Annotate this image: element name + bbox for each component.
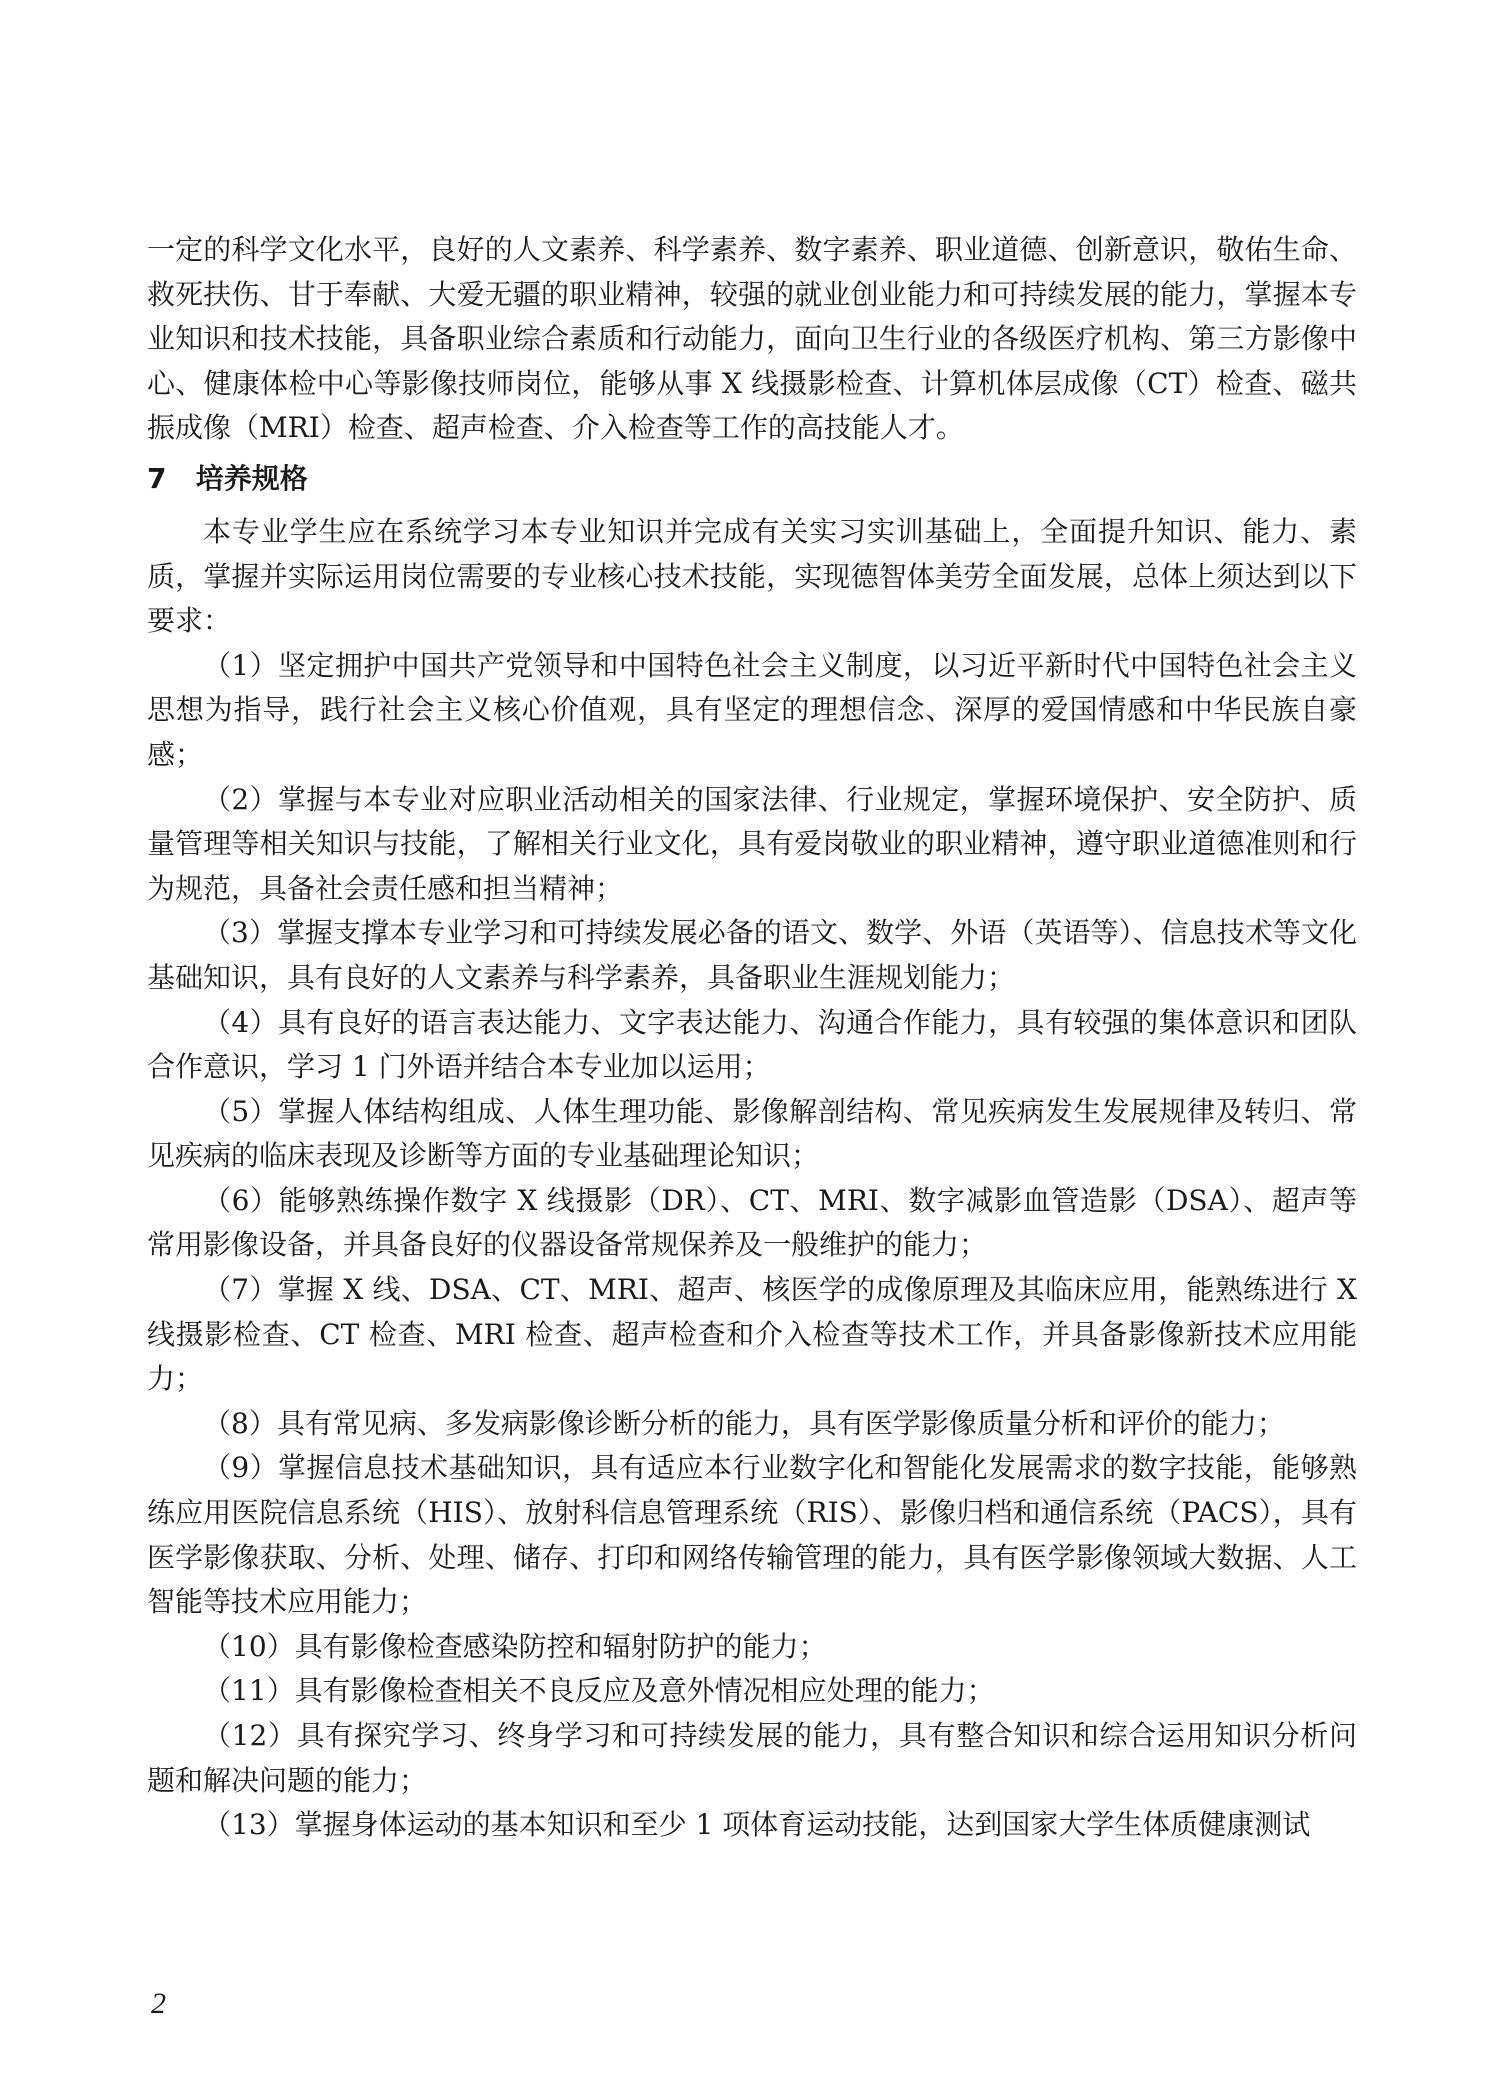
requirement-item-10: （10）具有影像检查感染防控和辐射防护的能力； — [203, 1629, 827, 1663]
requirement-item-2: （2）掌握与本专业对应职业活动相关的国家法律、行业规定，掌握环境保护、安全防护、质量管理等相关知识与技能，了解相关行业文化，具有爱岗敬业的职业精神，遵守职业道德准则和行为规范，具备社会责任感和担当精神； — [147, 782, 1357, 905]
requirement-item-6: （6）能够熟练操作数字 X 线摄影（DR）、CT、MRI、数字减影血管造影（DSA）、超声等常用影像设备，并具备良好的仪器设备常规保养及一般维护的能力； — [147, 1183, 1357, 1262]
section-title: 培养规格 — [195, 461, 308, 495]
requirement-item-5: （5）掌握人体结构组成、人体生理功能、影像解剖结构、常见疾病发生发展规律及转归、常见疾病的临床表现及诊断等方面的专业基础理论知识； — [147, 1094, 1357, 1173]
section-number: 7 — [147, 461, 167, 495]
requirement-item-1: （1）坚定拥护中国共产党领导和中国特色社会主义制度，以习近平新时代中国特色社会主义思想为指导，践行社会主义核心价值观，具有坚定的理想信念、深厚的爱国情感和中华民族自豪感； — [147, 648, 1357, 771]
requirement-item-3: （3）掌握支撑本专业学习和可持续发展必备的语文、数学、外语（英语等）、信息技术等文化基础知识，具有良好的人文素养与科学素养，具备职业生涯规划能力； — [147, 916, 1357, 994]
requirement-item-11: （11）具有影像检查相关不良反应及意外情况相应处理的能力； — [203, 1674, 995, 1708]
section-heading — [147, 457, 1357, 501]
intro-paragraph: 一定的科学文化水平，良好的人文素养、科学素养、数字素养、职业道德、创新意识，敬佑生命、救死扶伤、甘于奉献、大爱无疆的职业精神，较强的就业创业能力和可持续发展的能力，掌握本专业知识和技术技能，具备职业综合素质和行动能力，面向卫生行业的各级医疗机构、第三方影像中心、健康体检中心等影像技师岗位，能够从事 X 线摄影检查、计算机体层成像（CT）检查、磁共振成像（MRI）检查、超声检查、介入检查等工作的高技能人才。 — [147, 233, 1357, 445]
section-lead-paragraph: 本专业学生应在系统学习本专业知识并完成有关实习实训基础上，全面提升知识、能力、素质，掌握并实际运用岗位需要的专业核心技术技能，实现德智体美劳全面发展，总体上须达到以下要求： — [147, 514, 1357, 638]
requirement-item-12: （12）具有探究学习、终身学习和可持续发展的能力，具有整合知识和综合运用知识分析问题和解决问题的能力； — [147, 1719, 1357, 1797]
page-content — [147, 228, 1357, 1848]
requirement-item-7: （7）掌握 X 线、DSA、CT、MRI、超声、核医学的成像原理及其临床应用，能熟练进行 X 线摄影检查、CT 检查、MRI 检查、超声检查和介入检查等技术工作，并具备影像新技术应用能力； — [147, 1273, 1357, 1396]
requirement-item-8: （8）具有常见病、多发病影像诊断分析的能力，具有医学影像质量分析和评价的能力； — [203, 1406, 1285, 1440]
page-number: 2 — [151, 1987, 166, 2020]
requirement-item-13: （13）掌握身体运动的基本知识和至少 1 项体育运动技能，达到国家大学生体质健康测试 — [203, 1808, 1311, 1842]
requirement-item-9: （9）掌握信息技术基础知识，具有适应本行业数字化和智能化发展需求的数字技能，能够熟练应用医院信息系统（HIS）、放射科信息管理系统（RIS）、影像归档和通信系统（PACS），具有医学影像获取、分析、处理、储存、打印和网络传输管理的能力，具有医学影像领域大数据、人工智能等技术应用能力； — [147, 1451, 1357, 1619]
requirement-item-4: （4）具有良好的语言表达能力、文字表达能力、沟通合作能力，具有较强的集体意识和团队合作意识，学习 1 门外语并结合本专业加以运用； — [147, 1005, 1357, 1084]
